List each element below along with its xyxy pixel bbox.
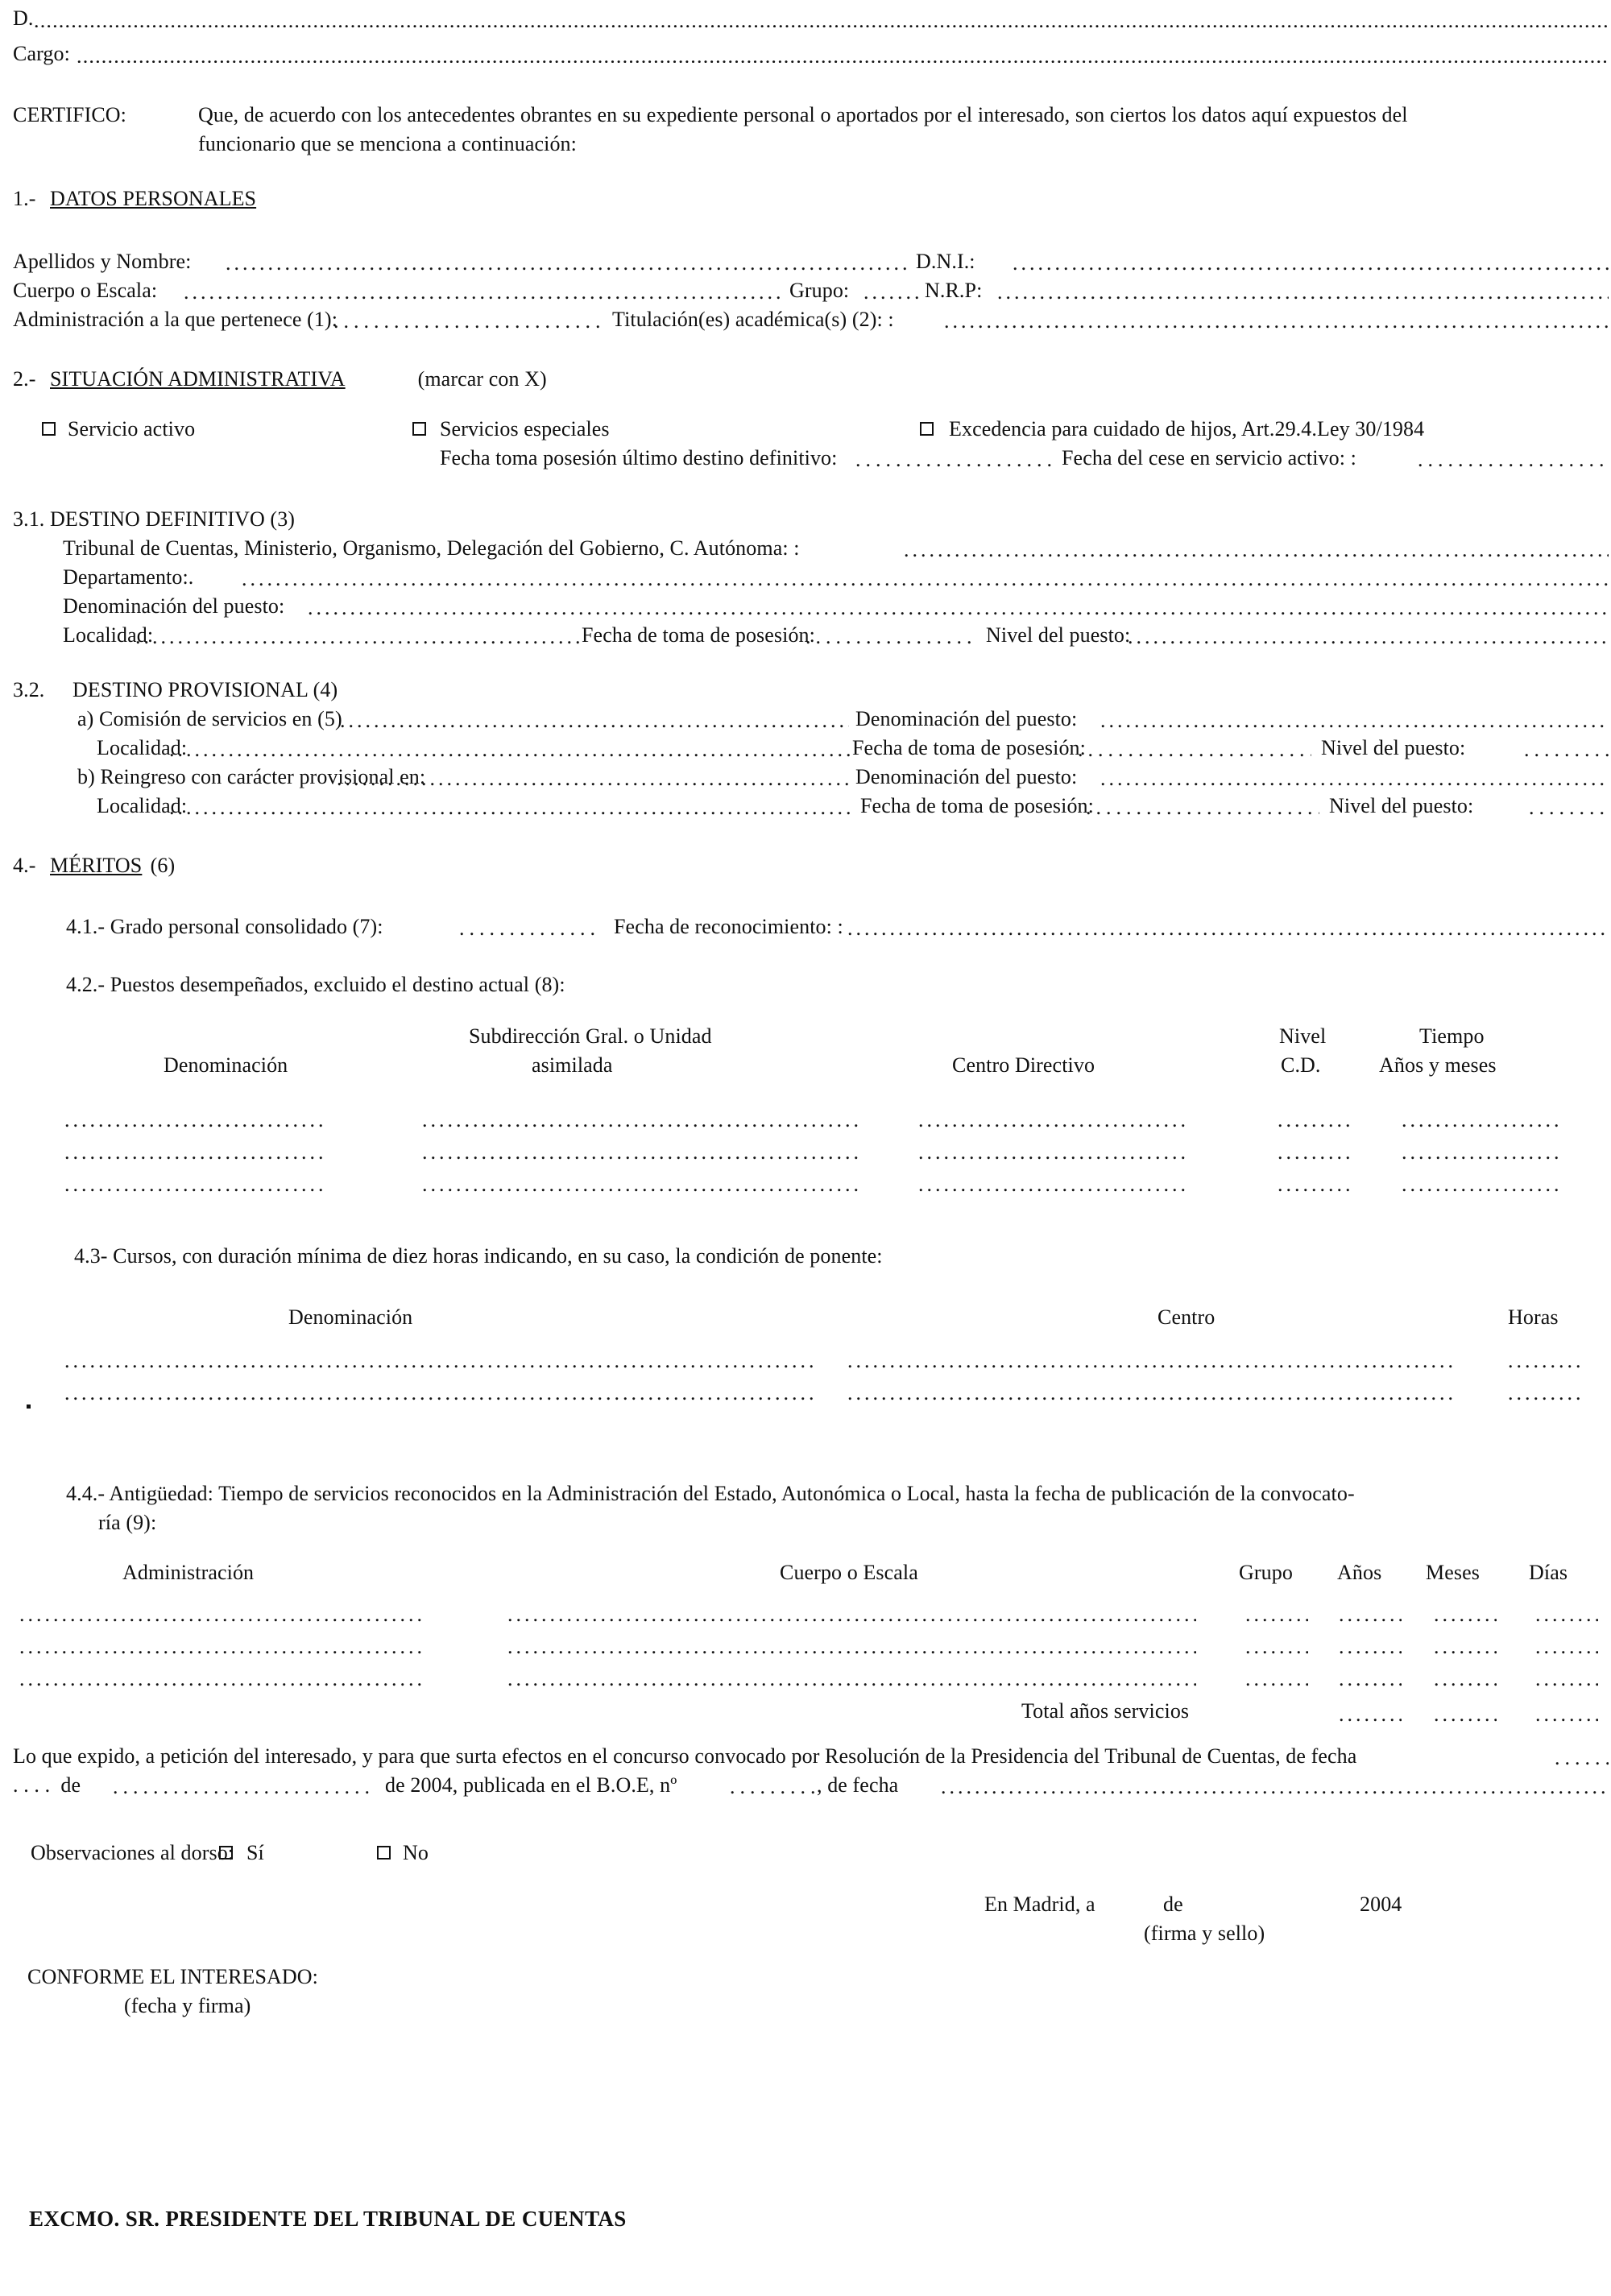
section-31-number: 3.1. — [13, 507, 45, 531]
section-2-number: 2.- — [13, 367, 36, 391]
table-42-row-3-cell-2[interactable] — [422, 1174, 862, 1195]
fecha-toma-posesion-label: Fecha toma posesión último destino definitivo: — [440, 446, 838, 470]
table-42-header-anos-meses: Años y meses — [1379, 1053, 1497, 1077]
table-43-header-horas: Horas — [1508, 1305, 1559, 1329]
closing-line-2-prefix: . . . . de — [13, 1773, 81, 1797]
table-44-row-2-cell-1[interactable] — [19, 1636, 422, 1657]
table-42-row-3-cell-5[interactable] — [1402, 1174, 1563, 1195]
table-44-row-1-cell-4[interactable] — [1339, 1604, 1402, 1625]
table-43-row-1-cell-2[interactable] — [847, 1351, 1453, 1371]
nivel-puesto-32b-label: Nivel del puesto: — [1329, 794, 1474, 817]
table-42-row-1-cell-4[interactable] — [1278, 1110, 1352, 1131]
section-2-title: SITUACIÓN ADMINISTRATIVA — [50, 367, 346, 391]
grupo-label: Grupo: — [789, 279, 850, 302]
cursos-label: 4.3- Cursos, con duración mínima de diez horas indicando, en su caso, la condición de ponente: — [74, 1244, 883, 1268]
certify-line-1: Que, de acuerdo con los antecedentes obrantes en su expediente personal o aportados por el interesado, son ciertos los datos aquí expuestos del — [198, 103, 1408, 126]
table-42-header-cd: C.D. — [1281, 1053, 1321, 1077]
titulacion-label: Titulación(es) académica(s) (2): : — [612, 308, 894, 331]
signature-year: 2004 — [1360, 1893, 1402, 1916]
checkbox-excedencia[interactable] — [920, 422, 934, 436]
grado-personal-label: 4.1.- Grado personal consolidado (7): — [66, 915, 383, 938]
scan-artifact-dot — [27, 1404, 31, 1409]
checkbox-observaciones-no[interactable] — [377, 1846, 391, 1860]
localidad-32b-input-line[interactable] — [169, 797, 852, 818]
localidad-32a-label: Localidad: — [97, 736, 188, 759]
table-43-row-2-cell-2[interactable] — [847, 1383, 1453, 1404]
table-44-row-2-cell-6[interactable] — [1535, 1636, 1598, 1657]
total-anos-cell-3[interactable] — [1535, 1704, 1598, 1725]
certify-label: CERTIFICO: — [13, 103, 127, 126]
closing-boe-numero-input-line[interactable] — [730, 1777, 815, 1797]
departamento-input-line[interactable] — [242, 569, 1609, 590]
section-4-number: 4.- — [13, 854, 36, 877]
table-42-row-2-cell-2[interactable] — [422, 1142, 862, 1163]
departamento-label: Departamento:. — [63, 565, 194, 589]
table-44-row-2-cell-2[interactable] — [507, 1636, 1196, 1657]
table-42-header-nivel-line1: Nivel — [1279, 1024, 1327, 1048]
table-42-header-denominacion: Denominación — [164, 1053, 288, 1077]
conforme-fecha-firma-label: (fecha y firma) — [124, 1994, 251, 2017]
fecha-posesion-32a-input-line[interactable] — [1078, 739, 1311, 760]
section-4-title-suffix: (6) — [145, 854, 176, 877]
table-44-row-3-cell-3[interactable] — [1245, 1669, 1308, 1690]
cuerpo-label: Cuerpo o Escala: — [13, 279, 158, 302]
fecha-posesion-31-input-line[interactable] — [806, 627, 976, 647]
name-dotted-line — [34, 18, 1609, 27]
position-label: Cargo: — [13, 42, 70, 65]
dni-input-line[interactable] — [1013, 253, 1609, 274]
section-31-heading — [13, 507, 295, 531]
fecha-posesion-31-label: Fecha de toma de posesión: — [582, 623, 815, 647]
denominacion-puesto-31-input-line[interactable] — [308, 598, 1609, 618]
denominacion-puesto-32b-label: Denominación del puesto: — [855, 765, 1078, 788]
nivel-puesto-31-label: Nivel del puesto: — [986, 623, 1131, 647]
table-42-row-2-cell-5[interactable] — [1402, 1142, 1563, 1163]
comision-servicios-label: a) Comisión de servicios en (5) — [77, 707, 342, 730]
table-44-row-3-cell-6[interactable] — [1535, 1669, 1598, 1690]
table-42-row-1-cell-3[interactable] — [918, 1110, 1186, 1131]
table-44-row-2-cell-5[interactable] — [1434, 1636, 1497, 1657]
total-anos-cell-2[interactable] — [1434, 1704, 1497, 1725]
fecha-toma-posesion-input-line[interactable] — [855, 449, 1051, 470]
table-42-row-1-cell-5[interactable] — [1402, 1110, 1563, 1131]
table-44-row-3-cell-1[interactable] — [19, 1669, 422, 1690]
section-4-title: MÉRITOS — [50, 854, 143, 877]
comision-servicios-input-line[interactable] — [340, 710, 849, 731]
table-42-header-subdireccion-line1: Subdirección Gral. o Unidad — [469, 1024, 712, 1048]
table-44-row-1-cell-3[interactable] — [1245, 1604, 1308, 1625]
denominacion-puesto-32b-input-line[interactable] — [1100, 768, 1609, 789]
cuerpo-input-line[interactable] — [184, 282, 781, 303]
section-32-title: DESTINO PROVISIONAL (4) — [72, 678, 338, 701]
denominacion-puesto-31-label: Denominación del puesto: — [63, 594, 285, 618]
table-44-row-1-cell-6[interactable] — [1535, 1604, 1598, 1625]
fecha-posesion-32b-label: Fecha de toma de posesión: — [860, 794, 1094, 817]
localidad-31-label: Localidad: — [63, 623, 154, 647]
grupo-input-line[interactable] — [863, 282, 920, 303]
closing-fecha-input-line[interactable] — [941, 1777, 1609, 1797]
closing-mes-input-line[interactable] — [113, 1777, 374, 1797]
position-dotted-line — [77, 53, 1609, 63]
table-42-row-2-cell-1[interactable] — [64, 1142, 324, 1163]
table-44-header-grupo: Grupo — [1239, 1561, 1293, 1584]
closing-line-2-suffix: , de fecha — [817, 1773, 899, 1797]
option-label-servicios-especiales: Servicios especiales — [440, 417, 610, 441]
organismo-label: Tribunal de Cuentas, Ministerio, Organismo, Delegación del Gobierno, C. Autónoma: : — [63, 536, 800, 560]
administracion-input-line[interactable] — [333, 311, 603, 332]
section-2-title-suffix: (marcar con X) — [412, 367, 547, 391]
localidad-32b-label: Localidad: — [97, 794, 188, 817]
reingreso-label: b) Reingreso con carácter provisional en: — [77, 765, 426, 788]
observaciones-label: Observaciones al dorso: — [31, 1841, 234, 1864]
observaciones-option-no: No — [403, 1841, 429, 1864]
table-44-row-1-cell-1[interactable] — [19, 1604, 422, 1625]
organismo-input-line[interactable] — [904, 540, 1609, 561]
denominacion-puesto-32a-input-line[interactable] — [1100, 710, 1609, 731]
table-42-row-2-cell-4[interactable] — [1278, 1142, 1352, 1163]
name-label: D. — [13, 6, 34, 30]
table-43-row-1-cell-1[interactable] — [64, 1351, 814, 1371]
section-1-number: 1.- — [13, 187, 36, 210]
table-42-row-2-cell-3[interactable] — [918, 1142, 1186, 1163]
grado-personal-input-line[interactable] — [459, 918, 601, 939]
table-44-header-dias: Días — [1529, 1561, 1568, 1584]
titulacion-input-line[interactable] — [944, 311, 1609, 332]
table-44-header-cuerpo-escala: Cuerpo o Escala — [780, 1561, 918, 1584]
observaciones-option-si: Sí — [246, 1841, 264, 1864]
nivel-puesto-32b-input-line[interactable] — [1529, 797, 1609, 818]
option-label-excedencia: Excedencia para cuidado de hijos, Art.29.4.Ley 30/1984 — [949, 417, 1425, 441]
signature-firma-sello: (firma y sello) — [1144, 1922, 1265, 1945]
checkbox-servicios-especiales[interactable] — [412, 422, 426, 436]
localidad-31-input-line[interactable] — [135, 627, 580, 647]
table-42-row-3-cell-1[interactable] — [64, 1174, 324, 1195]
fecha-cese-label: Fecha del cese en servicio activo: : — [1062, 446, 1357, 470]
table-42-row-1-cell-1[interactable] — [64, 1110, 324, 1131]
table-44-row-2-cell-4[interactable] — [1339, 1636, 1402, 1657]
table-42-header-centro-directivo: Centro Directivo — [952, 1053, 1095, 1077]
option-label-servicio-activo: Servicio activo — [68, 417, 196, 441]
denominacion-puesto-32a-label: Denominación del puesto: — [855, 707, 1078, 730]
localidad-32a-input-line[interactable] — [169, 739, 852, 760]
closing-line-1: Lo que expido, a petición del interesado, y para que surta efectos en el concurso convocado por Resolución de la Presidencia del Tribunal de Cuentas, de fecha — [13, 1744, 1357, 1768]
nrp-label: N.R.P: — [925, 279, 983, 302]
nrp-input-line[interactable] — [997, 282, 1609, 303]
section-31-title: DESTINO DEFINITIVO (3) — [50, 507, 296, 531]
closing-line-2-middle: de 2004, publicada en el B.O.E, nº — [385, 1773, 677, 1797]
table-42-row-1-cell-2[interactable] — [422, 1110, 862, 1131]
table-44-header-anos: Años — [1337, 1561, 1382, 1584]
table-43-header-centro: Centro — [1158, 1305, 1215, 1329]
fecha-cese-input-line[interactable] — [1418, 449, 1609, 470]
table-44-row-1-cell-2[interactable] — [507, 1604, 1196, 1625]
signature-connector: de — [1163, 1893, 1183, 1916]
apellidos-input-line[interactable] — [226, 253, 906, 274]
table-42-row-3-cell-4[interactable] — [1278, 1174, 1352, 1195]
total-anos-servicios-label: Total años servicios — [1021, 1699, 1190, 1723]
antiguedad-label-line-2: ría (9): — [98, 1511, 157, 1534]
apellidos-label: Apellidos y Nombre: — [13, 250, 192, 273]
fecha-posesion-32b-input-line[interactable] — [1086, 797, 1319, 818]
table-42-header-asimilada: asimilada — [532, 1053, 613, 1077]
section-1-title: DATOS PERSONALES — [50, 187, 257, 210]
fecha-posesion-32a-label: Fecha de toma de posesión: — [852, 736, 1086, 759]
table-43-row-1-cell-3[interactable] — [1508, 1351, 1582, 1371]
table-42-header-tiempo-line1: Tiempo — [1419, 1024, 1485, 1048]
conforme-interesado-label: CONFORME EL INTERESADO: — [27, 1965, 319, 1988]
dni-label: D.N.I.: — [916, 250, 975, 273]
table-44-header-administracion: Administración — [122, 1561, 255, 1584]
nivel-puesto-32a-input-line[interactable] — [1524, 739, 1609, 760]
table-44-row-1-cell-5[interactable] — [1434, 1604, 1497, 1625]
table-43-row-2-cell-3[interactable] — [1508, 1383, 1582, 1404]
certify-line-2: funcionario que se menciona a continuación: — [198, 132, 577, 155]
fecha-reconocimiento-label: Fecha de reconocimiento: : — [614, 915, 843, 938]
signature-place-prefix: En Madrid, a — [984, 1893, 1095, 1916]
reingreso-input-line[interactable] — [337, 768, 849, 789]
section-32-number: 3.2. — [13, 678, 45, 701]
checkbox-servicio-activo[interactable] — [42, 422, 56, 436]
footer-addressee: EXCMO. SR. PRESIDENTE DEL TRIBUNAL DE CUENTAS — [29, 2207, 627, 2231]
table-43-header-denominacion: Denominación — [288, 1305, 413, 1329]
closing-line-1-dots[interactable] — [1555, 1748, 1609, 1769]
table-44-row-3-cell-2[interactable] — [507, 1669, 1196, 1690]
fecha-reconocimiento-input-line[interactable] — [847, 918, 1609, 939]
nivel-puesto-32a-label: Nivel del puesto: — [1321, 736, 1466, 759]
puestos-desempenados-label: 4.2.- Puestos desempeñados, excluido el destino actual (8): — [66, 973, 565, 996]
table-44-header-meses: Meses — [1426, 1561, 1480, 1584]
checkbox-observaciones-si[interactable] — [219, 1846, 233, 1860]
table-43-row-2-cell-1[interactable] — [64, 1383, 814, 1404]
table-44-row-3-cell-4[interactable] — [1339, 1669, 1402, 1690]
table-44-row-2-cell-3[interactable] — [1245, 1636, 1308, 1657]
antiguedad-label-line-1: 4.4.- Antigüedad: Tiempo de servicios reconocidos en la Administración del Estado, Autonómica o Local, hasta la fecha de publicación de la convocato- — [66, 1482, 1355, 1505]
nivel-puesto-31-input-line[interactable] — [1128, 627, 1609, 647]
table-42-row-3-cell-3[interactable] — [918, 1174, 1186, 1195]
table-44-row-3-cell-5[interactable] — [1434, 1669, 1497, 1690]
administracion-label: Administración a la que pertenece (1): — [13, 308, 338, 331]
total-anos-cell-1[interactable] — [1339, 1704, 1402, 1725]
